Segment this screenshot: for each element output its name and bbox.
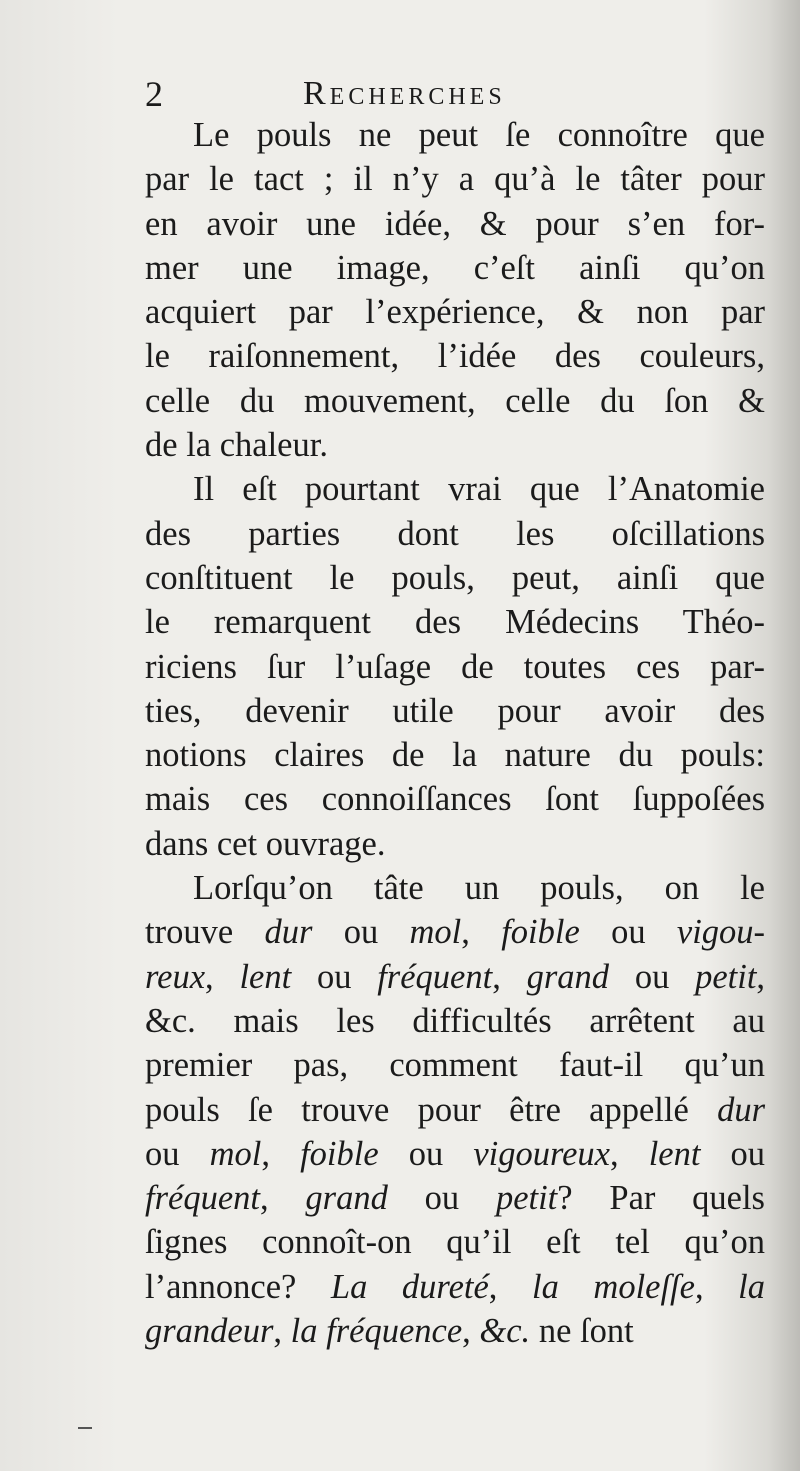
text-segment: Il eſt pourtant vrai que l’Anatomie <box>193 470 765 509</box>
text-line <box>145 600 765 644</box>
text-line <box>145 822 765 866</box>
text-segment: ou <box>145 1134 210 1173</box>
text-line <box>145 866 765 910</box>
text-segment: , <box>694 1267 739 1306</box>
paragraph <box>145 866 765 1353</box>
printer-mark <box>78 1427 92 1429</box>
italic-text: &c. <box>479 1312 531 1351</box>
text-line <box>145 1220 765 1264</box>
text-segment: , <box>261 1134 301 1173</box>
italic-text: reux <box>145 957 206 996</box>
text-segment: de la chaleur. <box>145 426 328 465</box>
text-line <box>145 334 765 378</box>
italic-text: vigou- <box>676 913 766 952</box>
italic-text: petit <box>695 957 757 996</box>
italic-text: dur <box>717 1090 765 1129</box>
text-segment: mais ces connoiſſances ſont ſuppoſées <box>145 780 765 819</box>
text-segment: pouls ſe trouve pour être appellé <box>145 1090 718 1129</box>
text-segment: par le tact ; il n’y a qu’à le tâter pour <box>145 160 765 199</box>
text-segment: , <box>492 957 527 996</box>
text-segment: dans cet ouvrage. <box>145 824 386 863</box>
text-line <box>145 556 765 600</box>
text-segment: Lorſqu’on tâte un pouls, on le <box>193 869 765 908</box>
text-segment: ou <box>700 1134 766 1173</box>
italic-text: grandeur <box>145 1312 274 1351</box>
text-line <box>145 1088 765 1132</box>
text-line <box>145 1176 765 1220</box>
text-segment: mer une image, c’eſt ainſi qu’on <box>145 248 765 287</box>
paragraph <box>145 113 765 467</box>
text-segment: ne ſont <box>530 1312 634 1351</box>
text-line <box>145 157 765 201</box>
text-line <box>145 999 765 1043</box>
text-line <box>145 1265 765 1309</box>
text-line <box>145 113 765 157</box>
italic-text: la moleſſe <box>531 1267 695 1306</box>
text-line <box>145 379 765 423</box>
italic-text: mol <box>209 1134 262 1173</box>
text-segment: , <box>205 957 240 996</box>
text-segment: ou <box>387 1179 496 1218</box>
text-segment: ou <box>609 957 696 996</box>
text-segment: , <box>259 1179 306 1218</box>
text-line <box>145 1132 765 1176</box>
text-line <box>145 467 765 511</box>
text-segment: riciens ſur l’uſage de toutes ces par- <box>145 647 765 686</box>
text-segment: &c. mais les difficultés arrêtent au <box>145 1001 765 1040</box>
text-segment: ? Par quels <box>557 1179 765 1218</box>
text-line <box>145 777 765 821</box>
italic-text: grand <box>526 957 610 996</box>
text-segment: ties, devenir utile pour avoir des <box>145 691 765 730</box>
running-title: Recherches <box>303 75 506 112</box>
italic-text: foible <box>501 913 580 952</box>
text-segment: ou <box>291 957 378 996</box>
text-segment: en avoir une idée, & pour s’en for- <box>145 204 765 243</box>
text-line <box>145 290 765 334</box>
text-line <box>145 1043 765 1087</box>
italic-text: lent <box>648 1134 701 1173</box>
page-number: 2 <box>145 74 163 114</box>
text-segment: , <box>609 1134 649 1173</box>
text-segment: notions claires de la nature du pouls: <box>145 736 765 775</box>
text-line <box>145 423 765 467</box>
text-line <box>145 955 765 999</box>
paragraph <box>145 467 765 866</box>
italic-text: mol <box>409 913 462 952</box>
italic-text: dur <box>264 913 313 952</box>
text-segment: , <box>273 1312 291 1351</box>
italic-text: foible <box>300 1134 379 1173</box>
italic-text: grand <box>305 1179 388 1218</box>
text-segment: le raiſonnement, l’idée des couleurs, <box>145 337 765 376</box>
text-segment: , <box>462 1312 480 1351</box>
text-segment: ou <box>579 913 677 952</box>
text-segment: , <box>756 957 766 996</box>
italic-text: fréquent <box>145 1179 260 1218</box>
italic-text: La dureté <box>330 1267 489 1306</box>
text-line <box>145 1309 765 1353</box>
italic-text: la fréquence <box>290 1312 463 1351</box>
italic-text: fréquent <box>377 957 493 996</box>
text-segment: l’annonce? <box>145 1267 331 1306</box>
text-line <box>145 689 765 733</box>
text-segment: , <box>488 1267 532 1306</box>
text-segment: le remarquent des Médecins Théo- <box>145 603 765 642</box>
text-line <box>145 733 765 777</box>
text-line <box>145 910 765 954</box>
text-line <box>145 645 765 689</box>
body-text <box>145 113 765 1353</box>
text-segment: ſignes connoît-on qu’il eſt tel qu’on <box>145 1223 765 1262</box>
italic-text: vigoureux <box>473 1134 610 1173</box>
running-head <box>145 72 770 116</box>
text-segment: Le pouls ne peut ſe connoître que <box>193 116 765 154</box>
text-line <box>145 512 765 556</box>
text-line <box>145 246 765 290</box>
text-segment: premier pas, comment faut-il qu’un <box>145 1046 765 1085</box>
text-line <box>145 202 765 246</box>
italic-text: lent <box>239 957 292 996</box>
text-segment: ou <box>378 1134 474 1173</box>
text-segment: des parties dont les oſcillations <box>145 514 765 553</box>
text-segment: acquiert par l’expérience, & non par <box>145 293 765 332</box>
italic-text: la <box>738 1267 765 1306</box>
italic-text: petit <box>495 1179 558 1218</box>
text-segment: ou <box>312 913 410 952</box>
text-segment: conſtituent le pouls, peut, ainſi que <box>145 558 765 597</box>
text-segment: celle du mouvement, celle du ſon & <box>145 381 765 420</box>
text-segment: trouve <box>145 913 265 952</box>
text-segment: , <box>461 913 502 952</box>
